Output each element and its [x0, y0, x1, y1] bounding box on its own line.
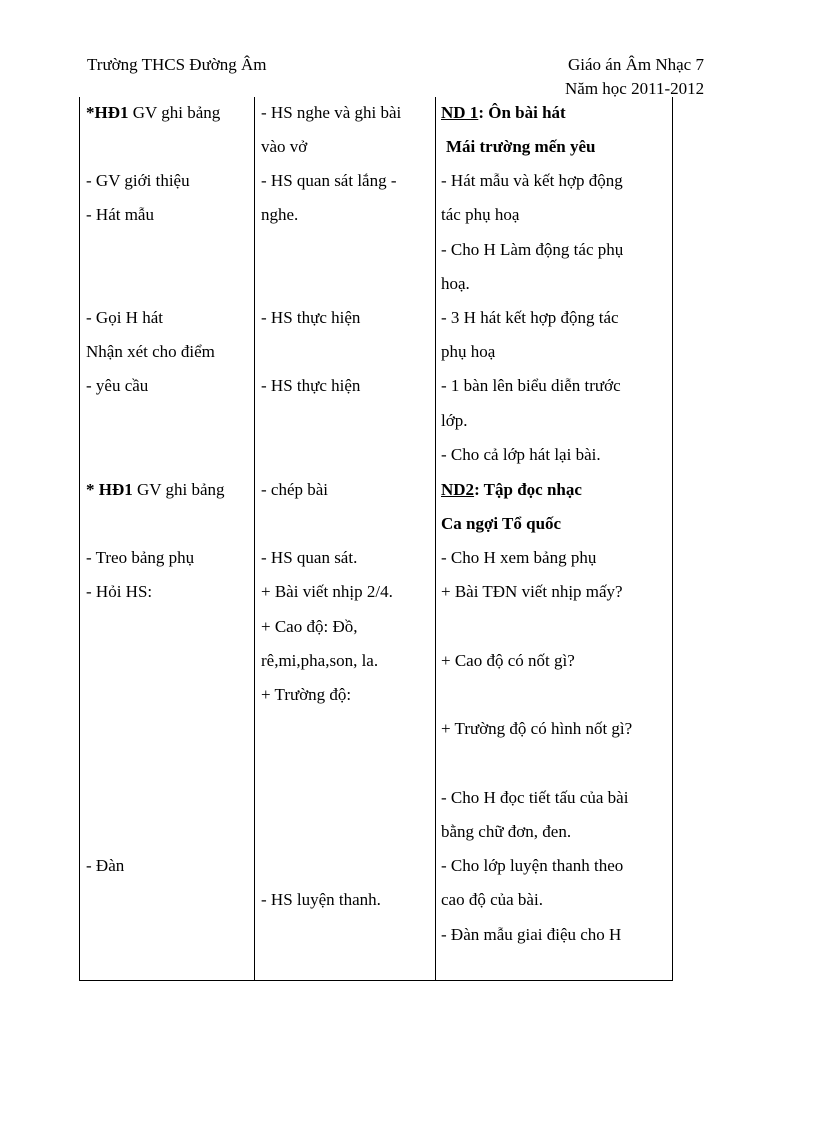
song-title: Ca ngợi Tổ quốc: [441, 514, 562, 533]
lesson-table: [79, 97, 673, 981]
column-divider: [254, 97, 255, 980]
content-label: ND2: [441, 480, 475, 499]
content-heading: [441, 480, 582, 500]
content-line: + Cao độ có nốt gì?: [441, 651, 575, 670]
student-line: - HS nghe và ghi bài: [261, 103, 402, 122]
content-line: - Đàn mẫu giai điệu cho H: [441, 925, 622, 944]
student-line: + Bài viết nhịp 2/4.: [261, 582, 393, 601]
student-line: - HS thực hiện: [261, 376, 361, 395]
header-school-year: Năm học 2011-2012: [565, 79, 705, 98]
content-line: hoạ.: [441, 274, 470, 293]
content-line: - Cho H xem bảng phụ: [441, 548, 597, 567]
teacher-line: Nhận xét cho điểm: [86, 342, 215, 361]
song-title: Mái trường mến yêu: [446, 137, 596, 156]
student-line: nghe.: [261, 205, 299, 224]
teacher-line: - Hát mẫu: [86, 205, 154, 224]
header-subject: Giáo án Âm Nhạc 7: [568, 55, 704, 74]
content-line: - 1 bàn lên biểu diễn trước: [441, 376, 621, 395]
header-school: Trường THCS Đường Âm: [87, 55, 267, 74]
content-line: cao độ của bài.: [441, 890, 543, 909]
content-line: - 3 H hát kết hợp động tác: [441, 308, 619, 327]
student-line: - HS quan sát.: [261, 548, 358, 567]
content-line: lớp.: [441, 411, 468, 430]
teacher-line: - Treo bảng phụ: [86, 548, 195, 567]
content-line: + Bài TĐN viết nhịp mấy?: [441, 582, 623, 601]
activity-heading: [86, 480, 225, 500]
student-line: - HS thực hiện: [261, 308, 361, 327]
teacher-line: - Gọi H hát: [86, 308, 163, 327]
student-line: - HS quan sát lắng -: [261, 171, 397, 190]
content-line: - Cho cả lớp hát lại bài.: [441, 445, 601, 464]
content-title: : Ôn bài hát: [478, 103, 566, 122]
content-line: phụ hoạ: [441, 342, 496, 361]
teacher-line: - yêu cầu: [86, 376, 149, 395]
content-title: : Tập đọc nhạc: [474, 480, 582, 499]
teacher-line: - Đàn: [86, 856, 125, 875]
content-line: - Cho H đọc tiết tấu của bài: [441, 788, 629, 807]
student-line: + Cao độ: Đồ,: [261, 617, 358, 636]
student-line: - chép bài: [261, 480, 329, 499]
activity-text: GV ghi bảng: [132, 480, 225, 499]
column-divider: [435, 97, 436, 980]
content-label: ND 1: [441, 103, 479, 122]
activity-code: *HĐ1: [86, 103, 129, 122]
student-line: rê,mi,pha,son, la.: [261, 651, 379, 670]
content-line: - Hát mẫu và kết hợp động: [441, 171, 623, 190]
content-line: - Cho lớp luyện thanh theo: [441, 856, 624, 875]
content-heading: [441, 103, 566, 123]
activity-text: GV ghi bảng: [128, 103, 221, 122]
student-line: + Trường độ:: [261, 685, 352, 704]
content-line: tác phụ hoạ: [441, 205, 520, 224]
content-line: - Cho H Làm động tác phụ: [441, 240, 624, 259]
content-line: + Trường độ có hình nốt gì?: [441, 719, 633, 738]
teacher-line: - Hỏi HS:: [86, 582, 153, 601]
student-line: - HS luyện thanh.: [261, 890, 381, 909]
teacher-line: - GV giới thiệu: [86, 171, 190, 190]
activity-heading: [86, 103, 220, 123]
content-line: bằng chữ đơn, đen.: [441, 822, 572, 841]
activity-code: * HĐ1: [86, 480, 133, 499]
student-line: vào vở: [261, 137, 308, 156]
